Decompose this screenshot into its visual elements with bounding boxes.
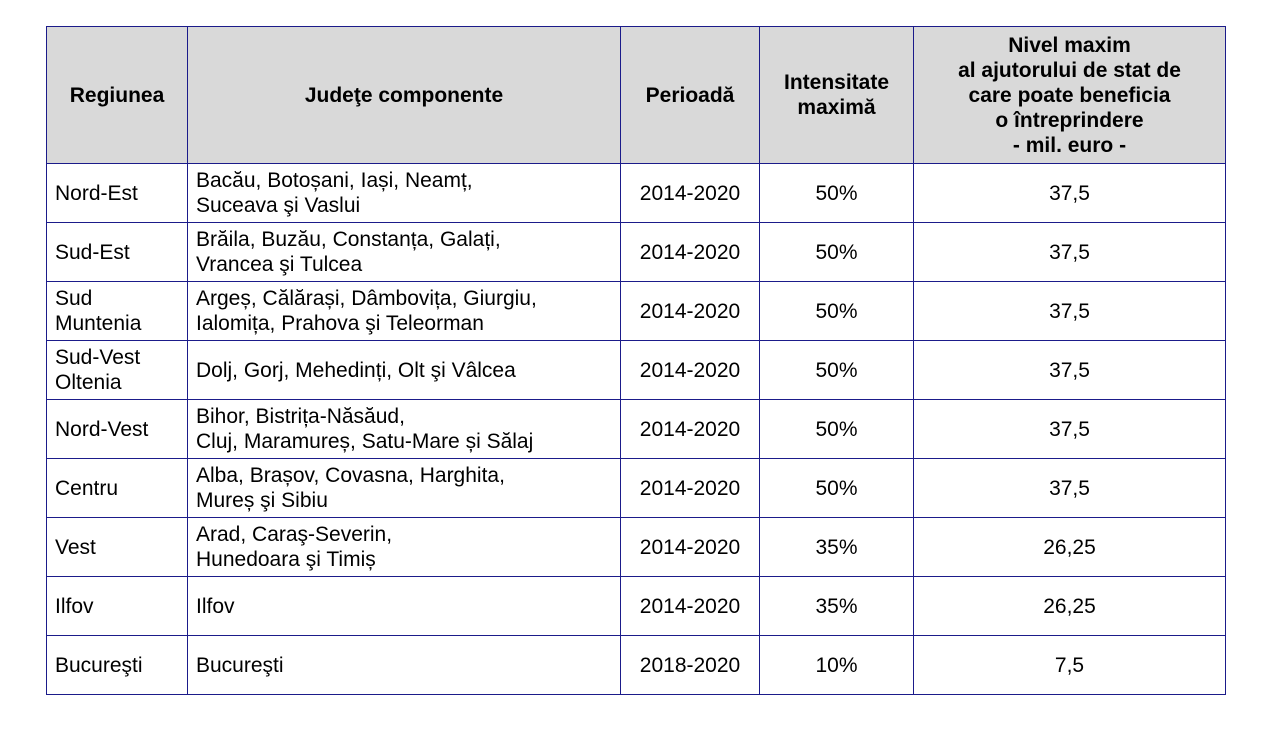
- counties-cell: [188, 577, 621, 636]
- header-region-label: Regiunea: [69, 83, 165, 107]
- region-cell: [47, 577, 188, 636]
- region-line: Bucureşti: [55, 653, 143, 677]
- counties-line: Vrancea şi Tulcea: [196, 253, 363, 276]
- period-cell: 2014-2020: [621, 223, 760, 282]
- intensity-cell: 50%: [760, 400, 914, 459]
- header-row: [47, 27, 1226, 164]
- table-row: [47, 577, 1226, 636]
- max-aid-cell: 37,5: [914, 282, 1226, 341]
- table-row: [47, 223, 1226, 282]
- region-cell: [47, 400, 188, 459]
- counties-line: Bihor, Bistrița-Năsăud,: [196, 405, 405, 428]
- max-aid-cell: 7,5: [914, 636, 1226, 695]
- counties-line: Hunedoara şi Timiș: [196, 548, 376, 571]
- header-counties-label: Judeţe componente: [304, 83, 504, 107]
- counties-line: Mureș şi Sibiu: [196, 489, 328, 512]
- max-aid-cell: 26,25: [914, 577, 1226, 636]
- counties-line: Cluj, Maramureș, Satu-Mare și Sălaj: [196, 430, 534, 453]
- region-line: Sud-Est: [55, 240, 130, 264]
- regional-aid-table: [46, 26, 1226, 695]
- region-line: Oltenia: [55, 371, 122, 394]
- table-row: [47, 400, 1226, 459]
- region-line: Sud: [55, 287, 93, 310]
- intensity-cell: 50%: [760, 341, 914, 400]
- header-max-aid: [914, 27, 1226, 164]
- region-cell: [47, 223, 188, 282]
- region-line: Nord-Est: [55, 181, 138, 205]
- counties-line: Brăila, Buzău, Constanța, Galați,: [196, 228, 501, 251]
- table-row: [47, 164, 1226, 223]
- max-aid-cell: 37,5: [914, 459, 1226, 518]
- region-cell: [47, 164, 188, 223]
- region-line: Vest: [55, 535, 96, 559]
- region-cell: [47, 518, 188, 577]
- header-max-aid-line: care poate beneficia: [968, 83, 1171, 107]
- header-max-aid-line: o întreprindere: [995, 108, 1144, 132]
- counties-line: Dolj, Gorj, Mehedinți, Olt şi Vâlcea: [196, 358, 516, 382]
- max-aid-cell: 37,5: [914, 164, 1226, 223]
- intensity-cell: 50%: [760, 164, 914, 223]
- period-cell: 2014-2020: [621, 518, 760, 577]
- period-cell: 2014-2020: [621, 282, 760, 341]
- intensity-cell: 10%: [760, 636, 914, 695]
- counties-line: Ialomița, Prahova şi Teleorman: [196, 312, 484, 335]
- header-max-aid-line: - mil. euro -: [1012, 133, 1127, 157]
- region-cell: [47, 459, 188, 518]
- counties-line: Bacău, Botoșani, Iași, Neamț,: [196, 169, 473, 192]
- header-period-label: Perioadă: [645, 83, 735, 107]
- region-line: Nord-Vest: [55, 417, 149, 441]
- table-row: [47, 341, 1226, 400]
- intensity-cell: 50%: [760, 459, 914, 518]
- region-cell: [47, 636, 188, 695]
- period-cell: 2014-2020: [621, 400, 760, 459]
- counties-line: Suceava şi Vaslui: [196, 194, 361, 217]
- region-cell: [47, 282, 188, 341]
- header-intensity-line: maximă: [797, 96, 876, 119]
- counties-line: Alba, Brașov, Covasna, Harghita,: [196, 464, 505, 487]
- counties-cell: [188, 282, 621, 341]
- region-line: Centru: [55, 476, 119, 500]
- intensity-cell: 50%: [760, 223, 914, 282]
- max-aid-cell: 26,25: [914, 518, 1226, 577]
- header-period: [621, 27, 760, 164]
- max-aid-cell: 37,5: [914, 400, 1226, 459]
- period-cell: 2014-2020: [621, 577, 760, 636]
- header-region: [47, 27, 188, 164]
- period-cell: 2014-2020: [621, 341, 760, 400]
- period-cell: 2014-2020: [621, 459, 760, 518]
- counties-cell: [188, 636, 621, 695]
- region-line: Muntenia: [55, 312, 142, 335]
- max-aid-cell: 37,5: [914, 341, 1226, 400]
- period-cell: 2014-2020: [621, 164, 760, 223]
- counties-cell: [188, 518, 621, 577]
- table-row: [47, 636, 1226, 695]
- header-max-aid-line: al ajutorului de stat de: [958, 58, 1181, 82]
- region-line: Ilfov: [55, 594, 94, 618]
- region-line: Sud-Vest: [55, 346, 141, 369]
- table-body: [47, 164, 1226, 695]
- header-max-aid-line: Nivel maxim: [1008, 33, 1131, 57]
- counties-line: Argeș, Călărași, Dâmbovița, Giurgiu,: [196, 287, 537, 310]
- table-header: [47, 27, 1226, 164]
- intensity-cell: 50%: [760, 282, 914, 341]
- counties-cell: [188, 164, 621, 223]
- table-row: [47, 518, 1226, 577]
- header-intensity: [760, 27, 914, 164]
- counties-cell: [188, 400, 621, 459]
- counties-line: Ilfov: [196, 594, 235, 618]
- intensity-cell: 35%: [760, 577, 914, 636]
- max-aid-cell: 37,5: [914, 223, 1226, 282]
- region-cell: [47, 341, 188, 400]
- period-cell: 2018-2020: [621, 636, 760, 695]
- counties-line: Bucureşti: [196, 653, 284, 677]
- counties-cell: [188, 223, 621, 282]
- table-row: [47, 282, 1226, 341]
- intensity-cell: 35%: [760, 518, 914, 577]
- header-counties: [188, 27, 621, 164]
- table-row: [47, 459, 1226, 518]
- header-intensity-line: Intensitate: [783, 71, 890, 94]
- counties-cell: [188, 341, 621, 400]
- counties-cell: [188, 459, 621, 518]
- counties-line: Arad, Caraş-Severin,: [196, 523, 393, 546]
